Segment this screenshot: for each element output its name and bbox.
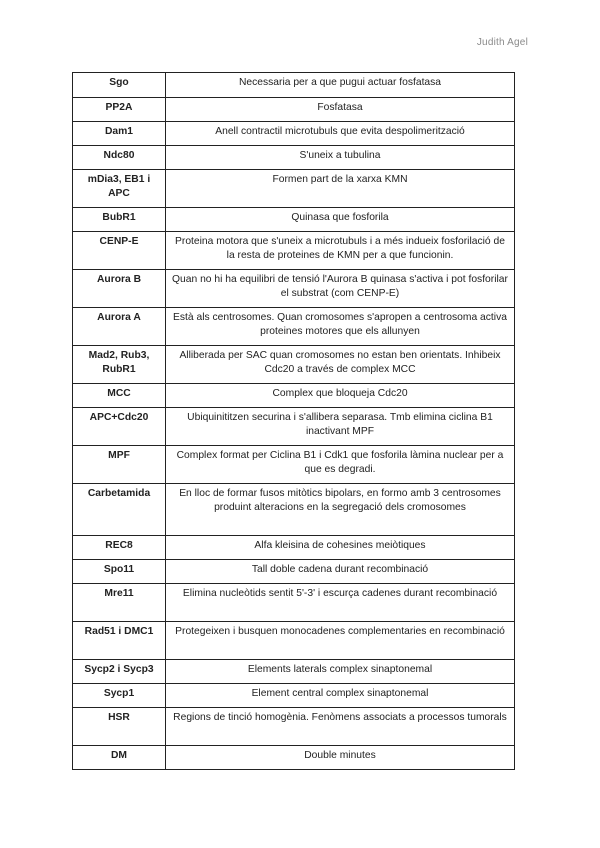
definition-cell: Alfa kleisina de cohesines meiòtiques: [166, 536, 515, 560]
definition-cell: Complex format per Ciclina B1 i Cdk1 que fosforila làmina nuclear per a que es degradi.: [166, 446, 515, 484]
definition-cell: Regions de tinció homogènia. Fenòmens associats a processos tumorals: [166, 708, 515, 746]
table-row: [73, 684, 515, 708]
table-row: [73, 384, 515, 408]
definition-cell: Complex que bloqueja Cdc20: [166, 384, 515, 408]
table-row: [73, 146, 515, 170]
definition-cell: Quan no hi ha equilibri de tensió l'Aurora B quinasa s'activa i pot fosforilar el substrat (com CENP-E): [166, 270, 515, 308]
definition-cell: S'uneix a tubulina: [166, 146, 515, 170]
term-cell: Ndc80: [73, 146, 166, 170]
table-row: [73, 622, 515, 660]
term-cell: Spo11: [73, 560, 166, 584]
term-cell: MCC: [73, 384, 166, 408]
term-cell: HSR: [73, 708, 166, 746]
term-cell: BubR1: [73, 208, 166, 232]
table-row: [73, 346, 515, 384]
term-cell: Sycp1: [73, 684, 166, 708]
term-cell: DM: [73, 746, 166, 770]
term-cell: PP2A: [73, 98, 166, 122]
term-cell: CENP-E: [73, 232, 166, 270]
table-row: [73, 446, 515, 484]
table-row: [73, 122, 515, 146]
table-row: [73, 584, 515, 622]
definition-cell: Quinasa que fosforila: [166, 208, 515, 232]
glossary-table: [72, 72, 515, 770]
term-cell: Aurora A: [73, 308, 166, 346]
term-cell: Mre11: [73, 584, 166, 622]
definition-cell: Element central complex sinaptonemal: [166, 684, 515, 708]
term-cell: APC+Cdc20: [73, 408, 166, 446]
definition-cell: Tall doble cadena durant recombinació: [166, 560, 515, 584]
table-row: [73, 746, 515, 770]
term-cell: Sgo: [73, 73, 166, 98]
author-name: Judith Agel: [476, 37, 528, 48]
definition-cell: Elements laterals complex sinaptonemal: [166, 660, 515, 684]
term-cell: mDia3, EB1 i APC: [73, 170, 166, 208]
definition-cell: En lloc de formar fusos mitòtics bipolars, en formo amb 3 centrosomes produint alteracions en la segregació dels cromosomes: [166, 484, 515, 536]
table-row: [73, 308, 515, 346]
definition-cell: Alliberada per SAC quan cromosomes no estan ben orientats. Inhibeix Cdc20 a través de complex MCC: [166, 346, 515, 384]
term-cell: Aurora B: [73, 270, 166, 308]
term-cell: Mad2, Rub3, RubR1: [73, 346, 166, 384]
table-row: [73, 73, 515, 98]
term-cell: Dam1: [73, 122, 166, 146]
table-row: [73, 660, 515, 684]
table-row: [73, 208, 515, 232]
table-row: [73, 170, 515, 208]
definition-cell: Formen part de la xarxa KMN: [166, 170, 515, 208]
table-row: [73, 536, 515, 560]
term-cell: REC8: [73, 536, 166, 560]
term-cell: Sycp2 i Sycp3: [73, 660, 166, 684]
definition-cell: Protegeixen i busquen monocadenes complementaries en recombinació: [166, 622, 515, 660]
definition-cell: Fosfatasa: [166, 98, 515, 122]
table-row: [73, 560, 515, 584]
table-row: [73, 98, 515, 122]
table-row: [73, 408, 515, 446]
definition-cell: Necessaria per a que pugui actuar fosfatasa: [166, 73, 515, 98]
table-row: [73, 484, 515, 536]
table-row: [73, 232, 515, 270]
definition-cell: Anell contractil microtubuls que evita despolimerització: [166, 122, 515, 146]
term-cell: Carbetamida: [73, 484, 166, 536]
definition-cell: Ubiquinititzen securina i s'allibera separasa. Tmb elimina ciclina B1 inactivant MPF: [166, 408, 515, 446]
definition-cell: Elimina nucleòtids sentit 5'-3' i escurça cadenes durant recombinació: [166, 584, 515, 622]
definition-cell: Double minutes: [166, 746, 515, 770]
table-row: [73, 708, 515, 746]
definition-cell: Proteina motora que s'uneix a microtubuls i a més indueix fosforilació de la resta de proteines de KMN per a que funcionin.: [166, 232, 515, 270]
term-cell: MPF: [73, 446, 166, 484]
table-row: [73, 270, 515, 308]
definition-cell: Està als centrosomes. Quan cromosomes s'apropen a centrosoma activa proteines motores que els allunyen: [166, 308, 515, 346]
term-cell: Rad51 i DMC1: [73, 622, 166, 660]
